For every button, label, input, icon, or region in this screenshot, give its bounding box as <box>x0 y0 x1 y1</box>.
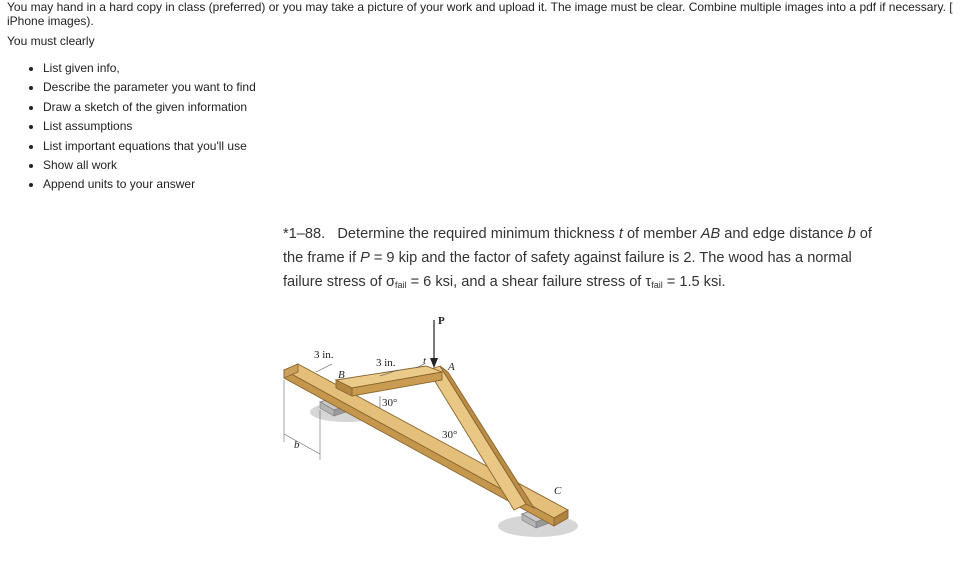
frame-figure <box>276 314 596 546</box>
label-b-joint: B <box>338 369 345 381</box>
label-angle-top: 30° <box>382 397 398 409</box>
list-item: • List given info, <box>43 59 256 78</box>
instructions-line-1: You may hand in a hard copy in class (preferred) or you may take a picture of your work and upload it. The image must be clear. Combine multiple images into a pdf if necessary. [ <box>7 0 953 14</box>
must-clearly-heading: You must clearly <box>7 34 95 48</box>
var-t: t <box>618 226 623 242</box>
dim-line-left <box>316 364 332 372</box>
b-dim-line <box>284 434 320 454</box>
problem-text-6: = 6 ksi, and a shear failure stress of τ <box>406 274 652 290</box>
load-arrow-head <box>430 358 438 368</box>
label-3in-right: 3 in. <box>376 357 396 369</box>
problem-text-7: = 1.5 ksi. <box>662 274 726 290</box>
var-p: P <box>360 250 370 266</box>
list-item: • Describe the parameter you want to find <box>43 78 256 97</box>
var-b: b <box>847 226 856 242</box>
instructions-text <box>7 0 962 28</box>
list-item: • Draw a sketch of the given information <box>43 98 256 117</box>
var-ab: AB <box>700 226 721 242</box>
instructions-line-2: iPhone images). <box>7 14 94 28</box>
list-item: • Append units to your answer <box>43 175 256 194</box>
label-t: t <box>423 355 427 367</box>
tau-subscript: fail <box>651 280 663 290</box>
label-angle-right: 30° <box>442 429 458 441</box>
label-c-joint: C <box>554 485 562 497</box>
problem-text-3: and edge distance <box>720 226 848 242</box>
problem-statement <box>283 222 883 297</box>
label-p: P <box>438 315 445 327</box>
problem-text-4: of the frame if <box>283 226 872 266</box>
label-b-dim: b <box>294 439 300 451</box>
requirements-list <box>24 59 256 195</box>
problem-text-2: of member <box>622 226 701 242</box>
label-a-joint: A <box>448 361 455 373</box>
list-item: • Show all work <box>43 156 256 175</box>
problem-text-1: Determine the required minimum thickness <box>337 226 619 242</box>
sigma-subscript: fail <box>395 280 407 290</box>
problem-text-5: = 9 kip and the factor of safety against failure is 2. The wood has a normal failure stress of σ <box>283 250 852 290</box>
label-3in-left: 3 in. <box>314 349 334 361</box>
list-item: • List important equations that you'll use <box>43 137 256 156</box>
problem-number: *1–88. <box>283 226 326 242</box>
list-item: • List assumptions <box>43 117 256 136</box>
